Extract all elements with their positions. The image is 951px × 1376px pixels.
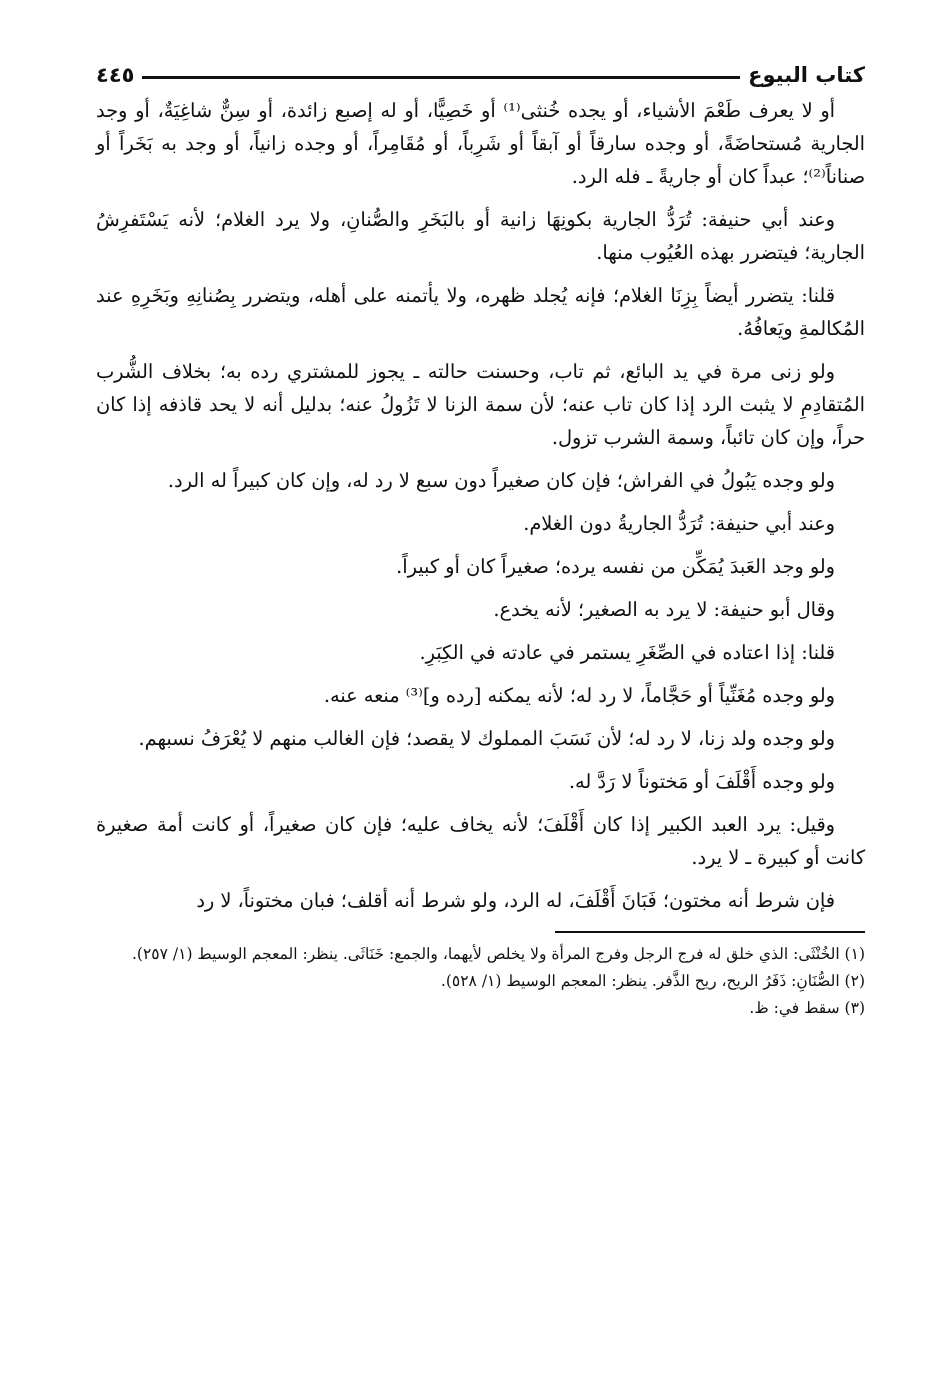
chapter-title: كتاب البيوع bbox=[748, 63, 865, 87]
running-header bbox=[96, 58, 865, 92]
paragraph: وقيل: يرد العبد الكبير إذا كان أَقْلَفَ؛ لأنه يخاف عليه؛ فإن كان صغيراً، أو كانت أمة صغيرة كانت أو كبيرة ـ لا يرد. bbox=[96, 813, 865, 869]
paragraph: وعند أبي حنيفة: تُرَدُّ الجاريةُ دون الغلام. bbox=[523, 512, 835, 535]
paragraph: ولو وجده مُغَنِّياً أو حَجَّاماً، لا رد له؛ لأنه يمكنه [رده و]⁽³⁾ منعه عنه. bbox=[323, 684, 835, 707]
paragraph: ولو وجده أَقْلَفَ أو مَختوناً لا رَدَّ له. bbox=[568, 770, 835, 793]
footnote: (١) الخُنْثَى: الذي خلق له فرج الرجل وفرج المرأة ولا يخلص لأيهما، والجمع: خَنَاثَى. ينظر: المعجم الوسيط (١/ ٢٥٧). bbox=[131, 945, 865, 963]
page-number: ٤٤٥ bbox=[96, 63, 135, 87]
footnote: (٢) الصُّنَانِ: ذَفَرُ الريح، ريح الذَّفر. ينظر: المعجم الوسيط (١/ ٥٢٨). bbox=[440, 972, 865, 990]
paragraph: قلنا: إذا اعتاده في الصِّغَرِ يستمر في عادته في الكِبَرِ. bbox=[419, 641, 835, 664]
paragraph: أو لا يعرف طَعْمَ الأشياء، أو يجده خُنثى⁽¹⁾ أو خَصِيًّا، أو له إصبع زائدة، أو سِنٌّ شاغِيَةٌ، أو وجد الجارية مُستحاضَةً، أو وجده سارقاً أو آبقاً أو شَرِباً، أو مُقَامِراً، أو وجده زانياً، أو وجد به بَخَراً أو صناناً⁽²⁾؛ عبداً كان أو جاريةً ـ فله الرد. bbox=[96, 99, 865, 188]
paragraph: وعند أبي حنيفة: تُرَدُّ الجارية بكونِهَا زانية أو بالبَخَرِ والصُّنانِ، ولا يرد الغلام؛ لأنه يَسْتَفرِشُ الجارية؛ فيتضرر بهذه العُيُوب منها. bbox=[96, 208, 865, 264]
paragraph: ولو زنى مرة في يد البائع، ثم تاب، وحسنت حالته ـ يجوز للمشتري رده به؛ بخلاف الشُّرب المُتقادِمِ لا يثبت الرد إذا كان تاب عنه؛ لأن سمة الزنا لا تَزُولُ عنه؛ بدليل أنه لا يحد قاذفه إذا كان حراً، وإن كان تائباً، وسمة الشرب تزول. bbox=[96, 360, 865, 449]
paragraph: فإن شرط أنه مختون؛ فَبَانَ أَقْلَفَ، له الرد، ولو شرط أنه أقلف؛ فبان مختوناً، لا رد bbox=[196, 889, 835, 912]
footnote: (٣) سقط في: ظ. bbox=[749, 999, 865, 1017]
paragraph: قلنا: يتضرر أيضاً بِزِنَا الغلام؛ فإنه يُجلد ظهره، ولا يأتمنه على أهله، ويتضرر بِصُنانِهِ وبَخَرِهِ عند المُكالمةِ ويَعافُهُ. bbox=[96, 284, 865, 340]
header-rule bbox=[142, 76, 740, 79]
footnote-separator bbox=[555, 931, 865, 933]
paragraph: وقال أبو حنيفة: لا يرد به الصغير؛ لأنه يخدع. bbox=[493, 598, 835, 621]
paragraph: ولو وجده يَبُولُ في الفراش؛ فإن كان صغيراً دون سبع لا رد له، وإن كان كبيراً له الرد. bbox=[167, 469, 835, 492]
body-text bbox=[96, 94, 865, 917]
paragraph: ولو وجده ولد زنا، لا رد له؛ لأن نَسَبَ المملوك لا يقصد؛ فإن الغالب منهم لا يُعْرَفُ نسبهم. bbox=[138, 727, 835, 750]
paragraph: ولو وجد العَبدَ يُمَكِّن من نفسه يرده؛ صغيراً كان أو كبيراً. bbox=[396, 555, 835, 578]
book-page bbox=[96, 58, 865, 1338]
footnotes bbox=[96, 941, 865, 1022]
